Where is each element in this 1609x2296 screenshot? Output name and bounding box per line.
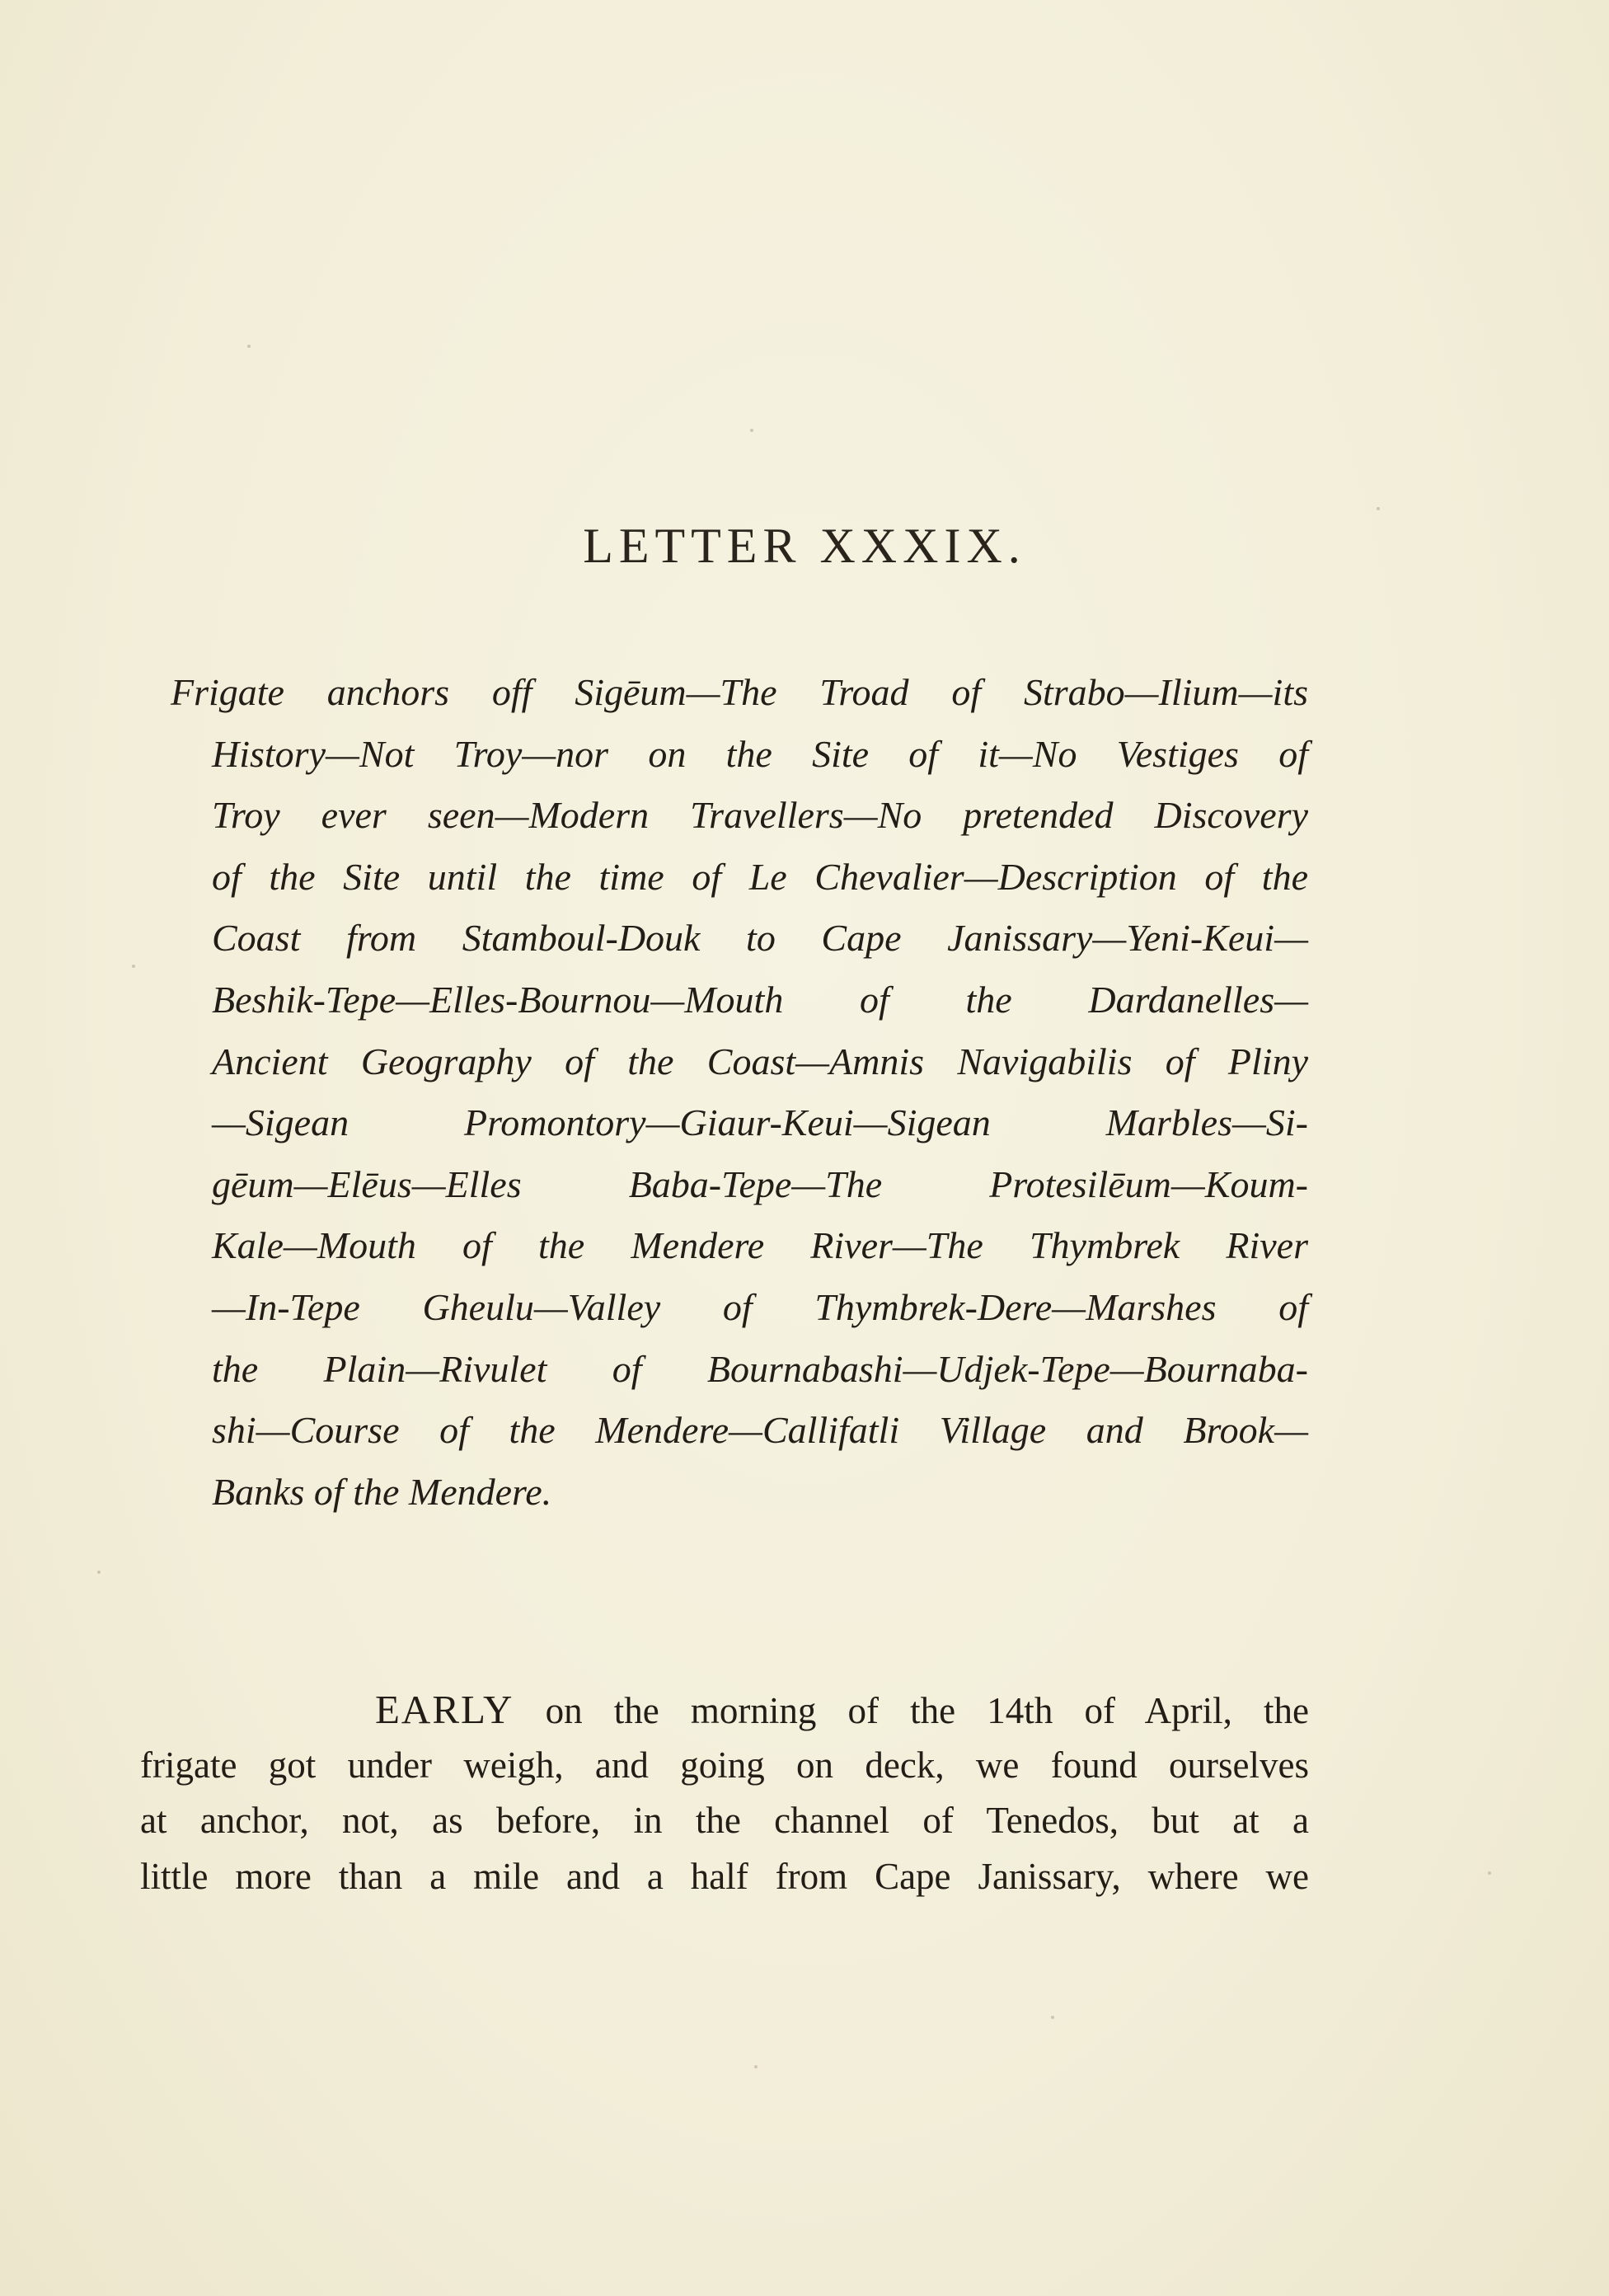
synopsis-line: Coast from Stamboul-Douk to Cape Janissary—Yeni-Keui— [212, 917, 1308, 960]
synopsis-line: Beshik-Tepe—Elles-Bournou—Mouth of the Dardanelles— [212, 978, 1308, 1021]
paper-speck [1377, 507, 1380, 510]
lead-word: EARLY [375, 1687, 514, 1732]
paper-speck [1051, 2016, 1054, 2019]
synopsis-line: Frigate anchors off Sigēum—The Troad of Strabo—Ilium—its [171, 671, 1308, 713]
synopsis-line: Troy ever seen—Modern Travellers—No pretended Discovery [212, 794, 1308, 837]
synopsis-line: gēum—Elēus—Elles Baba-Tepe—The Protesilēum—Koum- [212, 1162, 1308, 1205]
synopsis-line: shi—Course of the Mendere—Callifatli Village and Brook— [212, 1409, 1308, 1452]
paper-speck [97, 1571, 101, 1574]
body-line: at anchor, not, as before, in the channel of Tenedos, but at a [140, 1800, 1309, 1841]
synopsis-line: Ancient Geography of the Coast—Amnis Navigabilis of Pliny [212, 1040, 1308, 1082]
body-line: little more than a mile and a half from Cape Janissary, where we [140, 1855, 1309, 1897]
paper-speck [1488, 1871, 1491, 1875]
body-line: frigate got under weigh, and going on deck, we found ourselves [140, 1744, 1309, 1786]
synopsis-line: the Plain—Rivulet of Bournabashi—Udjek-Tepe—Bournaba- [212, 1347, 1308, 1390]
first-line-text: on the morning of the 14th of April, the [545, 1690, 1310, 1731]
paper-speck [247, 345, 251, 348]
body-paragraph [140, 1682, 1309, 1904]
paper-speck [754, 2065, 758, 2068]
synopsis-line: History—Not Troy—nor on the Site of it—No Vestiges of [212, 732, 1308, 775]
synopsis-line: —In-Tepe Gheulu—Valley of Thymbrek-Dere—Marshes of [212, 1285, 1308, 1328]
synopsis-line: —Sigean Promontory—Giaur-Keui—Sigean Marbles—Si- [212, 1101, 1308, 1144]
body-line [140, 1682, 1309, 1738]
paper-speck [132, 965, 135, 968]
letter-heading: LETTER XXXIX. [583, 519, 1026, 573]
chapter-synopsis [171, 662, 1308, 1523]
synopsis-line: Kale—Mouth of the Mendere River—The Thymbrek River [212, 1224, 1308, 1267]
paper-speck [750, 429, 753, 432]
synopsis-line: of the Site until the time of Le Chevalier—Description of the [212, 855, 1308, 898]
synopsis-line: Banks of the Mendere. [212, 1470, 552, 1513]
